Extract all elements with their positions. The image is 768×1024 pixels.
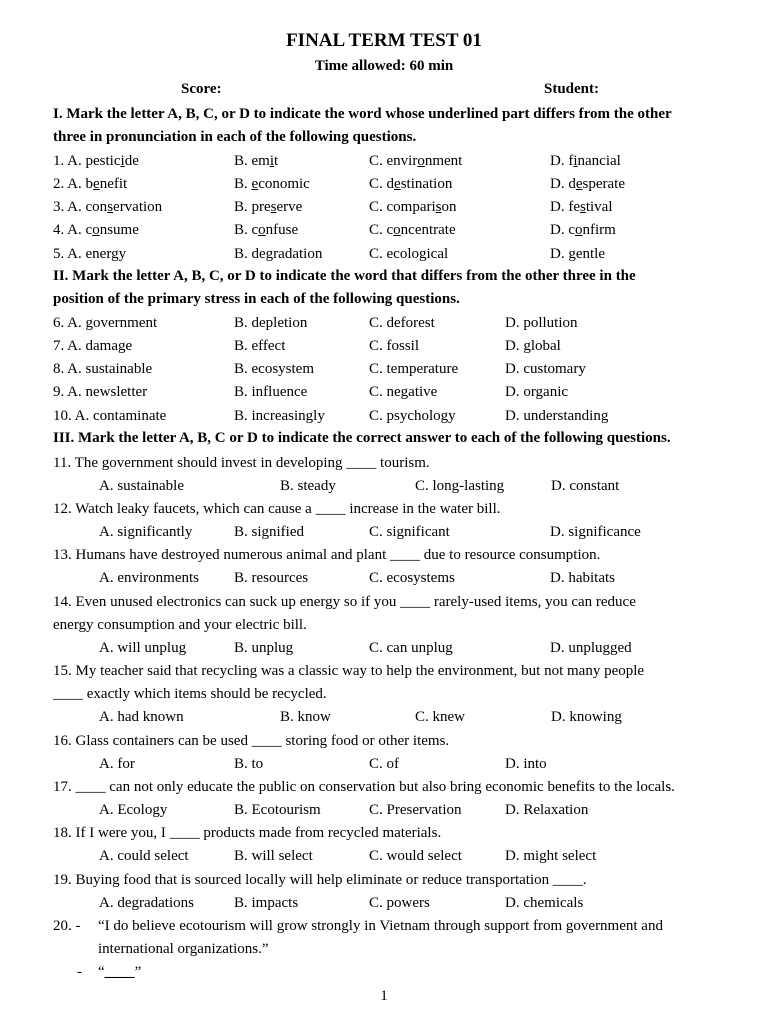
q16-option-d: D. into — [505, 756, 547, 772]
q3-a-text-end: ervation — [113, 199, 163, 215]
q1-d-text-end: nancial — [577, 153, 621, 169]
q4-d-underlined: o — [575, 222, 583, 238]
q5-number: 5. A. — [53, 246, 86, 262]
q1-b-text-end: t — [274, 153, 279, 169]
q3-c-text: C. compari — [369, 199, 436, 215]
q2-option-a — [53, 174, 127, 194]
q17-option-b: B. Ecotourism — [234, 802, 321, 818]
q1-a-text: pestic — [85, 153, 121, 169]
q4-a-text-end: nsume — [99, 222, 139, 238]
q2-b-text: B. — [234, 176, 252, 192]
q5-b-text-end: radation — [273, 246, 323, 262]
q5-c-text-end: ical — [426, 246, 449, 262]
q15-text-line1: 15. My teacher said that recycling was a classic way to help the environment, but not many people — [53, 663, 645, 679]
q20-reply-blank[interactable]: ____ — [104, 964, 135, 980]
q4-d-text-end: nfirm — [582, 222, 616, 238]
q1-option-a — [53, 151, 139, 171]
q16-option-a: A. for — [99, 756, 135, 772]
time-allowed: Time allowed: 60 min — [314, 58, 454, 74]
q5-option-a — [53, 244, 126, 264]
q2-number: 2. A. — [53, 176, 86, 192]
q20-reply — [98, 962, 141, 982]
q4-d-text: D. c — [550, 222, 575, 238]
q2-a-text: b — [85, 176, 94, 192]
q3-a-text: con — [85, 199, 108, 215]
q3-b-underlined: s — [270, 199, 277, 215]
q5-d-text: D. — [550, 246, 569, 262]
q17-text: 17. ____ can not only educate the public on conservation but also bring economic benefits to the locals. — [53, 779, 675, 795]
q14-option-a: A. will unplug — [99, 640, 187, 656]
q10-option-d: D. understanding — [505, 408, 609, 424]
q2-a-text-end: nefit — [99, 176, 128, 192]
q20-speaker-line2: international organizations.” — [98, 941, 269, 957]
q2-option-b — [234, 174, 310, 194]
q14-option-c: C. can unplug — [369, 640, 453, 656]
q1-b-underlined: i — [269, 153, 275, 169]
q5-d-underlined: g — [568, 246, 576, 262]
q17-option-a: A. Ecology — [99, 802, 168, 818]
q4-option-b — [234, 220, 298, 240]
q13-option-d: D. habitats — [550, 570, 615, 586]
q18-option-c: C. would select — [369, 848, 462, 864]
q5-c-underlined: g — [419, 246, 427, 262]
q3-b-text: B. pre — [234, 199, 271, 215]
q1-a-underlined: i — [120, 153, 125, 169]
q5-a-underlined: g — [111, 246, 119, 262]
section-1-heading-line1: I. Mark the letter A, B, C, or D to indicate the word whose underlined part differs from the other — [53, 106, 672, 122]
q4-b-text-end: nfuse — [265, 222, 299, 238]
q2-option-d — [550, 174, 625, 194]
q19-option-d: D. chemicals — [505, 895, 584, 911]
q4-option-d — [550, 220, 616, 240]
q3-c-underlined: s — [435, 199, 442, 215]
q12-option-a: A. significantly — [99, 524, 193, 540]
q18-option-d: D. might select — [505, 848, 597, 864]
q4-number: 4. A. — [53, 222, 86, 238]
q11-option-c: C. long-lasting — [415, 478, 505, 494]
student-label: Student: — [544, 81, 600, 97]
q9-option-c: C. negative — [369, 384, 438, 400]
q5-option-d — [550, 244, 605, 264]
q11-option-a: A. sustainable — [99, 478, 184, 494]
q8-option-a: 8. A. sustainable — [53, 361, 153, 377]
q1-option-d — [550, 151, 621, 171]
q20-reply-open-quote: “ — [98, 964, 105, 980]
q4-a-text: c — [85, 222, 93, 238]
q19-option-b: B. impacts — [234, 895, 299, 911]
page-title: FINAL TERM TEST 01 — [286, 30, 482, 51]
q15-option-a: A. had known — [99, 709, 184, 725]
q3-d-underlined: s — [580, 199, 586, 215]
q4-b-underlined: o — [258, 222, 266, 238]
q13-option-c: C. ecosystems — [369, 570, 455, 586]
q6-option-b: B. depletion — [234, 315, 308, 331]
q19-option-a: A. degradations — [99, 895, 194, 911]
q9-option-b: B. influence — [234, 384, 308, 400]
q2-option-c — [369, 174, 452, 194]
q5-option-b — [234, 244, 322, 264]
q17-option-d: D. Relaxation — [505, 802, 589, 818]
q16-option-c: C. of — [369, 756, 399, 772]
q16-option-b: B. to — [234, 756, 264, 772]
q7-option-c: C. fossil — [369, 338, 420, 354]
q12-text: 12. Watch leaky faucets, which can cause a ____ increase in the water bill. — [53, 501, 501, 517]
q1-option-c — [369, 151, 462, 171]
q3-a-underlined: s — [107, 199, 114, 215]
q2-c-underlined: e — [394, 176, 401, 192]
q18-option-a: A. could select — [99, 848, 189, 864]
q3-option-d — [550, 197, 613, 217]
q20-number: 20. - — [53, 918, 81, 934]
q8-option-b: B. ecosystem — [234, 361, 314, 377]
q2-d-underlined: e — [575, 176, 583, 192]
q3-d-text-end: tival — [585, 199, 613, 215]
q16-text: 16. Glass containers can be used ____ storing food or other items. — [53, 733, 450, 749]
q10-option-b: B. increasingly — [234, 408, 325, 424]
q19-option-c: C. powers — [369, 895, 430, 911]
q1-c-underlined: o — [417, 153, 425, 169]
section-2-heading-line1: II. Mark the letter A, B, C, or D to indicate the word that differs from the other three in the — [53, 268, 636, 284]
page-number: 1 — [380, 988, 388, 1004]
q1-c-text-end: nment — [424, 153, 463, 169]
q11-option-b: B. steady — [280, 478, 336, 494]
q11-text: 11. The government should invest in developing ____ tourism. — [53, 455, 430, 471]
q5-d-text-end: entle — [575, 246, 605, 262]
q4-option-a — [53, 220, 139, 240]
q3-number: 3. A. — [53, 199, 86, 215]
q20-speaker-line1: “I do believe ecotourism will grow strongly in Vietnam through support from government and — [98, 918, 663, 934]
q15-option-c: C. knew — [415, 709, 465, 725]
q13-option-a: A. environments — [99, 570, 199, 586]
q1-d-text: D. f — [550, 153, 574, 169]
q10-option-c: C. psychology — [369, 408, 456, 424]
q9-option-d: D. organic — [505, 384, 569, 400]
q14-option-d: D. unplugged — [550, 640, 632, 656]
q12-option-d: D. significance — [550, 524, 641, 540]
q8-option-c: C. temperature — [369, 361, 459, 377]
q2-d-text: D. d — [550, 176, 576, 192]
q14-option-b: B. unplug — [234, 640, 294, 656]
q8-option-d: D. customary — [505, 361, 586, 377]
section-1-heading-line2: three in pronunciation in each of the following questions. — [53, 129, 417, 145]
section-1-heading — [53, 103, 743, 149]
q4-option-c — [369, 220, 456, 240]
q7-option-b: B. effect — [234, 338, 286, 354]
q5-a-text: ener — [85, 246, 112, 262]
q3-option-b — [234, 197, 302, 217]
q11-option-d: D. constant — [551, 478, 620, 494]
q5-c-text: C. ecolo — [369, 246, 419, 262]
q20-reply-dash: - — [77, 964, 82, 980]
q14-text-line1: 14. Even unused electronics can suck up energy so if you ____ rarely-used items, you can reduce — [53, 594, 636, 610]
q4-b-text: B. c — [234, 222, 259, 238]
q7-option-a: 7. A. damage — [53, 338, 133, 354]
q1-a-text-end: de — [124, 153, 139, 169]
section-3-heading: III. Mark the letter A, B, C or D to indicate the correct answer to each of the following questions. — [53, 430, 671, 446]
q6-option-c: C. deforest — [369, 315, 435, 331]
q10-option-a: 10. A. contaminate — [53, 408, 167, 424]
q2-b-underlined: e — [251, 176, 259, 192]
q4-c-text-end: ncentrate — [400, 222, 456, 238]
q17-option-c: C. Preservation — [369, 802, 462, 818]
q15-option-d: D. knowing — [551, 709, 622, 725]
q15-option-b: B. know — [280, 709, 331, 725]
q4-a-underlined: o — [92, 222, 100, 238]
q14-text-line2: energy consumption and your electric bill. — [53, 617, 307, 633]
q5-b-underlined: g — [265, 246, 274, 262]
q18-text: 18. If I were you, I ____ products made from recycled materials. — [53, 825, 442, 841]
section-2-heading-line2: position of the primary stress in each of the following questions. — [53, 291, 460, 307]
q2-b-text-end: conomic — [258, 176, 310, 192]
q13-text: 13. Humans have destroyed numerous animal and plant ____ due to resource consumption. — [53, 547, 601, 563]
section-2-heading — [53, 265, 743, 311]
q3-b-text-end: erve — [276, 199, 303, 215]
q5-a-text-end: y — [118, 246, 127, 262]
q1-option-b — [234, 151, 278, 171]
q20-reply-close-quote: ” — [134, 964, 142, 980]
q18-option-b: B. will select — [234, 848, 313, 864]
q6-option-d: D. pollution — [505, 315, 578, 331]
q7-option-d: D. global — [505, 338, 561, 354]
q15-text-line2: ____ exactly which items should be recycled. — [53, 686, 327, 702]
q2-c-text-end: stination — [400, 176, 453, 192]
q3-d-text: D. fe — [550, 199, 580, 215]
q6-option-a: 6. A. government — [53, 315, 158, 331]
q1-number: 1. A. — [53, 153, 86, 169]
q12-option-b: B. signified — [234, 524, 304, 540]
q1-c-text: C. envir — [369, 153, 418, 169]
q12-option-c: C. significant — [369, 524, 450, 540]
q3-option-c — [369, 197, 457, 217]
q1-b-text: B. em — [234, 153, 270, 169]
q2-d-text-end: sperate — [582, 176, 625, 192]
q3-c-text-end: on — [441, 199, 457, 215]
q4-c-underlined: o — [393, 222, 401, 238]
q19-text: 19. Buying food that is sourced locally will help eliminate or reduce transportation ____. — [53, 872, 587, 888]
q9-option-a: 9. A. newsletter — [53, 384, 148, 400]
q2-a-underlined: e — [93, 176, 100, 192]
q2-c-text: C. d — [369, 176, 395, 192]
q3-option-a — [53, 197, 162, 217]
q13-option-b: B. resources — [234, 570, 309, 586]
score-label: Score: — [181, 81, 222, 97]
q5-b-text: B. de — [234, 246, 266, 262]
q4-c-text: C. c — [369, 222, 394, 238]
q1-d-underlined: i — [573, 153, 578, 169]
q5-option-c — [369, 244, 448, 264]
